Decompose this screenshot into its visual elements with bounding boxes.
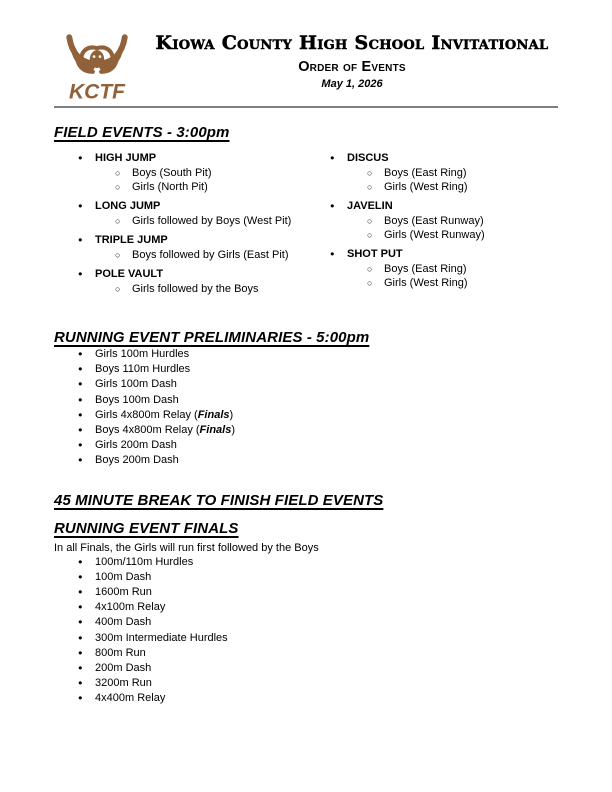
field-event-name: DISCUS xyxy=(347,152,389,164)
bullet-icon xyxy=(78,438,95,453)
bullet-icon xyxy=(78,347,95,362)
final-event-item xyxy=(78,631,558,646)
break-notice-heading: 45 MINUTE BREAK TO FINISH FIELD EVENTS xyxy=(54,491,384,509)
document-date: May 1, 2026 xyxy=(321,78,383,90)
final-event-label: 300m Intermediate Hurdles xyxy=(95,631,228,644)
prelim-event-label xyxy=(95,408,233,422)
field-event-detail: Boys (East Ring) xyxy=(384,167,467,179)
label-text: Boys 4x800m Relay ( xyxy=(95,424,200,437)
field-event-detail-row xyxy=(115,248,306,262)
final-event-label: 200m Dash xyxy=(95,662,152,675)
bullet-icon xyxy=(78,453,95,468)
circle-bullet-icon xyxy=(115,248,132,262)
field-event-row xyxy=(78,199,306,214)
circle-bullet-icon xyxy=(115,282,132,296)
field-event-detail: Girls (West Runway) xyxy=(384,229,485,241)
final-event-item xyxy=(78,691,558,706)
field-events-right-column xyxy=(306,151,558,301)
field-event-detail: Girls (West Ring) xyxy=(384,181,468,193)
bullet-icon xyxy=(78,585,95,600)
logo xyxy=(54,28,146,102)
label-text: Girls 100m Hurdles xyxy=(95,348,190,360)
final-event-label: 100m Dash xyxy=(95,570,152,583)
bullet-icon xyxy=(78,151,95,166)
final-event-item xyxy=(78,615,558,630)
running-finals-note: In all Finals, the Girls will run first followed by the Boys xyxy=(54,541,319,554)
final-event-item xyxy=(78,585,558,600)
bullet-icon xyxy=(78,555,95,570)
prelim-event-item xyxy=(78,347,558,362)
label-text: Girls 200m Dash xyxy=(95,439,177,452)
bullet-icon xyxy=(78,600,95,615)
field-event-row xyxy=(78,233,306,248)
field-events-columns xyxy=(54,151,558,301)
field-events-heading: FIELD EVENTS - 3:00pm xyxy=(54,124,230,141)
bullet-icon xyxy=(78,631,95,646)
final-event-label: 400m Dash xyxy=(95,616,152,629)
field-event-group-shot-put xyxy=(306,247,558,290)
field-event-row xyxy=(330,199,558,214)
field-event-group-discus xyxy=(306,151,558,194)
document-subtitle: Order of Events xyxy=(298,59,406,75)
bullet-icon xyxy=(78,408,95,423)
field-event-row xyxy=(330,151,558,166)
label-text: Boys 110m Hurdles xyxy=(95,363,191,376)
bullet-icon xyxy=(78,423,95,438)
field-event-detail-row xyxy=(115,180,306,194)
final-event-label: 4x400m Relay xyxy=(95,692,166,705)
circle-bullet-icon xyxy=(367,180,384,194)
prelim-event-item xyxy=(78,393,558,408)
prelim-event-label xyxy=(95,423,235,437)
document-header xyxy=(54,28,558,102)
label-suffix: ) xyxy=(231,424,236,437)
field-event-group-triple-jump xyxy=(54,233,306,262)
bullet-icon xyxy=(78,646,95,661)
header-text xyxy=(146,28,558,91)
field-event-detail-row xyxy=(367,180,558,194)
field-event-detail-row xyxy=(115,282,306,296)
final-event-item xyxy=(78,555,558,570)
bullet-icon xyxy=(78,199,95,214)
final-event-label: 3200m Run xyxy=(95,677,152,690)
final-event-item xyxy=(78,570,558,585)
bullet-icon xyxy=(78,570,95,585)
label-emphasis: Finals xyxy=(199,424,232,437)
circle-bullet-icon xyxy=(367,276,384,290)
final-event-label: 1600m Run xyxy=(95,586,152,599)
field-event-detail-row xyxy=(115,214,306,228)
field-event-name: HIGH JUMP xyxy=(95,152,157,164)
prelim-event-label xyxy=(95,362,190,376)
label-text: Girls 4x800m Relay ( xyxy=(95,408,198,421)
bullet-icon xyxy=(78,615,95,630)
field-event-detail: Girls followed by the Boys xyxy=(132,283,259,295)
field-events-left-column xyxy=(54,151,306,301)
bullet-icon xyxy=(78,691,95,706)
field-event-group-long-jump xyxy=(54,199,306,228)
field-event-detail-row xyxy=(367,214,558,228)
bullet-icon xyxy=(78,377,95,392)
prelim-event-item xyxy=(78,453,558,468)
final-event-item xyxy=(78,600,558,615)
prelim-event-item xyxy=(78,438,558,453)
field-event-detail: Girls followed by Boys (West Pit) xyxy=(132,215,292,227)
winged-bull-skull-icon xyxy=(54,28,140,102)
bullet-icon xyxy=(330,247,347,262)
circle-bullet-icon xyxy=(115,214,132,228)
field-event-detail-row xyxy=(367,228,558,242)
header-divider xyxy=(54,106,558,108)
bull-head xyxy=(90,50,104,68)
circle-bullet-icon xyxy=(115,166,132,180)
field-event-row xyxy=(78,151,306,166)
field-event-group-javelin xyxy=(306,199,558,242)
bullet-icon xyxy=(78,393,95,408)
circle-bullet-icon xyxy=(115,180,132,194)
field-event-detail-row xyxy=(367,166,558,180)
field-event-name: SHOT PUT xyxy=(347,248,403,260)
field-event-detail: Boys (South Pit) xyxy=(132,167,212,179)
field-event-detail: Boys followed by Girls (East Pit) xyxy=(132,249,289,261)
final-event-label: 4x100m Relay xyxy=(95,601,166,614)
field-event-detail: Boys (East Ring) xyxy=(384,263,467,275)
field-event-detail-row xyxy=(367,262,558,276)
prelim-event-item xyxy=(78,408,558,423)
circle-bullet-icon xyxy=(367,228,384,242)
final-event-item xyxy=(78,676,558,691)
field-event-row xyxy=(330,247,558,262)
running-finals-heading: RUNNING EVENT FINALS xyxy=(54,519,239,537)
field-event-detail-row xyxy=(115,166,306,180)
final-event-item xyxy=(78,661,558,676)
label-text: Boys 200m Dash xyxy=(95,454,179,467)
prelim-event-label xyxy=(95,377,177,391)
bullet-icon xyxy=(78,267,95,282)
field-event-group-pole-vault xyxy=(54,267,306,296)
field-event-name: JAVELIN xyxy=(347,200,393,212)
field-event-detail: Girls (West Ring) xyxy=(384,277,468,289)
field-event-detail-row xyxy=(367,276,558,290)
bullet-icon xyxy=(78,661,95,676)
prelim-event-label xyxy=(95,347,189,361)
final-event-label: 100m/110m Hurdles xyxy=(95,555,194,568)
running-finals-list xyxy=(54,555,558,707)
circle-bullet-icon xyxy=(367,166,384,180)
label-text: Boys 100m Dash xyxy=(95,393,179,406)
running-prelims-list xyxy=(54,347,558,469)
prelim-event-item xyxy=(78,362,558,377)
prelim-event-item xyxy=(78,423,558,438)
bullet-icon xyxy=(78,362,95,377)
label-emphasis: Finals xyxy=(197,408,230,421)
field-event-name: LONG JUMP xyxy=(95,200,161,212)
bullet-icon xyxy=(330,199,347,214)
label-suffix: ) xyxy=(229,408,234,421)
circle-bullet-icon xyxy=(367,214,384,228)
field-event-name: POLE VAULT xyxy=(95,268,164,280)
field-event-row xyxy=(78,267,306,282)
label-text: Girls 100m Dash xyxy=(95,378,177,391)
field-event-detail: Girls (North Pit) xyxy=(132,181,208,193)
circle-bullet-icon xyxy=(367,262,384,276)
document-title: Kiowa County High School Invitational xyxy=(155,32,549,54)
field-event-group-high-jump xyxy=(54,151,306,194)
logo-acronym: KCTF xyxy=(68,80,126,102)
prelim-event-label xyxy=(95,438,177,452)
bullet-icon xyxy=(78,233,95,248)
prelim-event-label xyxy=(95,393,179,407)
final-event-label: 800m Run xyxy=(95,646,146,659)
bullet-icon xyxy=(330,151,347,166)
prelim-event-label xyxy=(95,453,179,467)
field-event-name: TRIPLE JUMP xyxy=(95,234,168,246)
field-event-detail: Boys (East Runway) xyxy=(384,215,484,227)
prelim-event-item xyxy=(78,377,558,392)
running-prelims-heading: RUNNING EVENT PRELIMINARIES - 5:00pm xyxy=(54,329,370,346)
bullet-icon xyxy=(78,676,95,691)
final-event-item xyxy=(78,646,558,661)
